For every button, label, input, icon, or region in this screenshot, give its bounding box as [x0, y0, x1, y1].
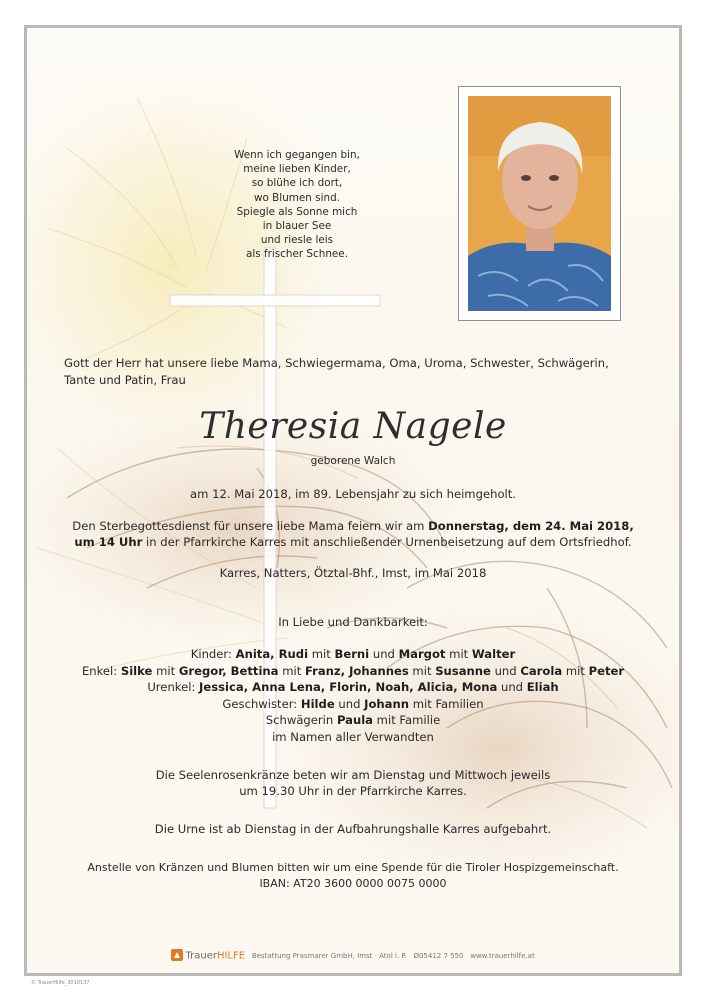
deceased-name: Theresia Nagele: [199, 406, 507, 447]
places-date: Karres, Natters, Ötztal-Bhf., Imst, im Mai 2018: [219, 566, 487, 580]
intro-line: Gott der Herr hat unsere liebe Mama, Schwiegermama, Oma, Uroma, Schwester, Schwägerin,: [64, 356, 609, 370]
poem-line: Spiegle als Sonne mich: [236, 205, 358, 218]
portrait-frame: [458, 86, 621, 321]
family-line-verwandte: im Namen aller Verwandten: [272, 729, 434, 744]
footer-company: Bestattung Prasmarer GmbH, Imst · Atol i. P.: [251, 952, 407, 960]
sun-glow: [27, 63, 362, 463]
poem-line: meine lieben Kinder,: [243, 163, 351, 176]
rosary-line: um 19.30 Uhr in der Pfarrkirche Karres.: [239, 784, 467, 798]
service-text-2: in der Pfarrkirche Karres mit anschließender Urnenbeisetzung auf dem Ortsfriedhof.: [142, 535, 632, 549]
family-line-enkel: Enkel: Silke mit Gregor, Bettina mit Franz, Johannes mit Susanne und Carola mit Peter: [81, 663, 625, 678]
iban: IBAN: AT20 3600 0000 0075 0000: [259, 877, 447, 890]
footer: [27, 949, 679, 963]
obituary-card: [24, 25, 682, 976]
birth-name: geborene Walch: [310, 455, 396, 467]
trauerhilfe-logo: [171, 949, 183, 963]
family-line-schwaegerin: Schwägerin Paula mit Familie: [265, 713, 441, 727]
logo-text: TrauerHILFE: [185, 950, 246, 962]
poem-line: so blühe ich dort,: [251, 177, 343, 190]
service-date: Donnerstag, dem 24. Mai 2018,: [428, 519, 634, 533]
poem-line: wo Blumen sind.: [254, 191, 340, 204]
intro-line: Tante und Patin, Frau: [64, 373, 186, 387]
family-line-geschwister: Geschwister: Hilde und Johann mit Familien: [222, 696, 484, 711]
hand-right-shade: [267, 598, 679, 898]
donation-line: Anstelle von Kränzen und Blumen bitten wir um eine Spende für die Tiroler Hospizgemeinschaft.: [87, 861, 619, 874]
service-time: um 14 Uhr: [74, 535, 143, 549]
rosary-line: Die Seelenrosenkränze beten wir am Dienstag und Mittwoch jeweils: [155, 768, 551, 782]
family-line-kinder: Kinder: Anita, Rudi mit Berni und Margot mit Walter: [190, 647, 516, 661]
footer-web[interactable]: www.trauerhilfe.at: [470, 952, 535, 960]
poem-line: Wenn ich gegangen bin,: [234, 149, 360, 161]
family-line-urenkel: Urenkel: Jessica, Anna Lena, Florin, Noah, Alicia, Mona und Eliah: [147, 680, 559, 694]
rosary-info: [27, 767, 679, 799]
service-info: [27, 518, 679, 550]
poem-line: als frischer Schnee.: [245, 248, 349, 261]
portrait-photo: [468, 96, 611, 311]
death-line: am 12. Mai 2018, im 89. Lebensjahr zu sich heimgeholt.: [190, 487, 516, 501]
footer-phone: Ø05412 7 550: [413, 952, 464, 960]
poem-line: in blauer See: [262, 220, 332, 233]
gratitude-heading: In Liebe und Dankbarkeit:: [278, 615, 428, 629]
family-list: [27, 646, 679, 745]
service-text: Den Sterbegottesdienst für unsere liebe Mama feiern wir am: [72, 519, 429, 533]
poem: [197, 148, 397, 262]
donation-info: [27, 860, 679, 892]
copyright-note: © TrauerHilfe_3010137: [31, 980, 90, 986]
urn-info: Die Urne ist ab Dienstag in der Aufbahrungshalle Karres aufgebahrt.: [154, 822, 552, 836]
poem-line: und riesle leis: [260, 234, 334, 247]
intro-text: [64, 355, 654, 389]
